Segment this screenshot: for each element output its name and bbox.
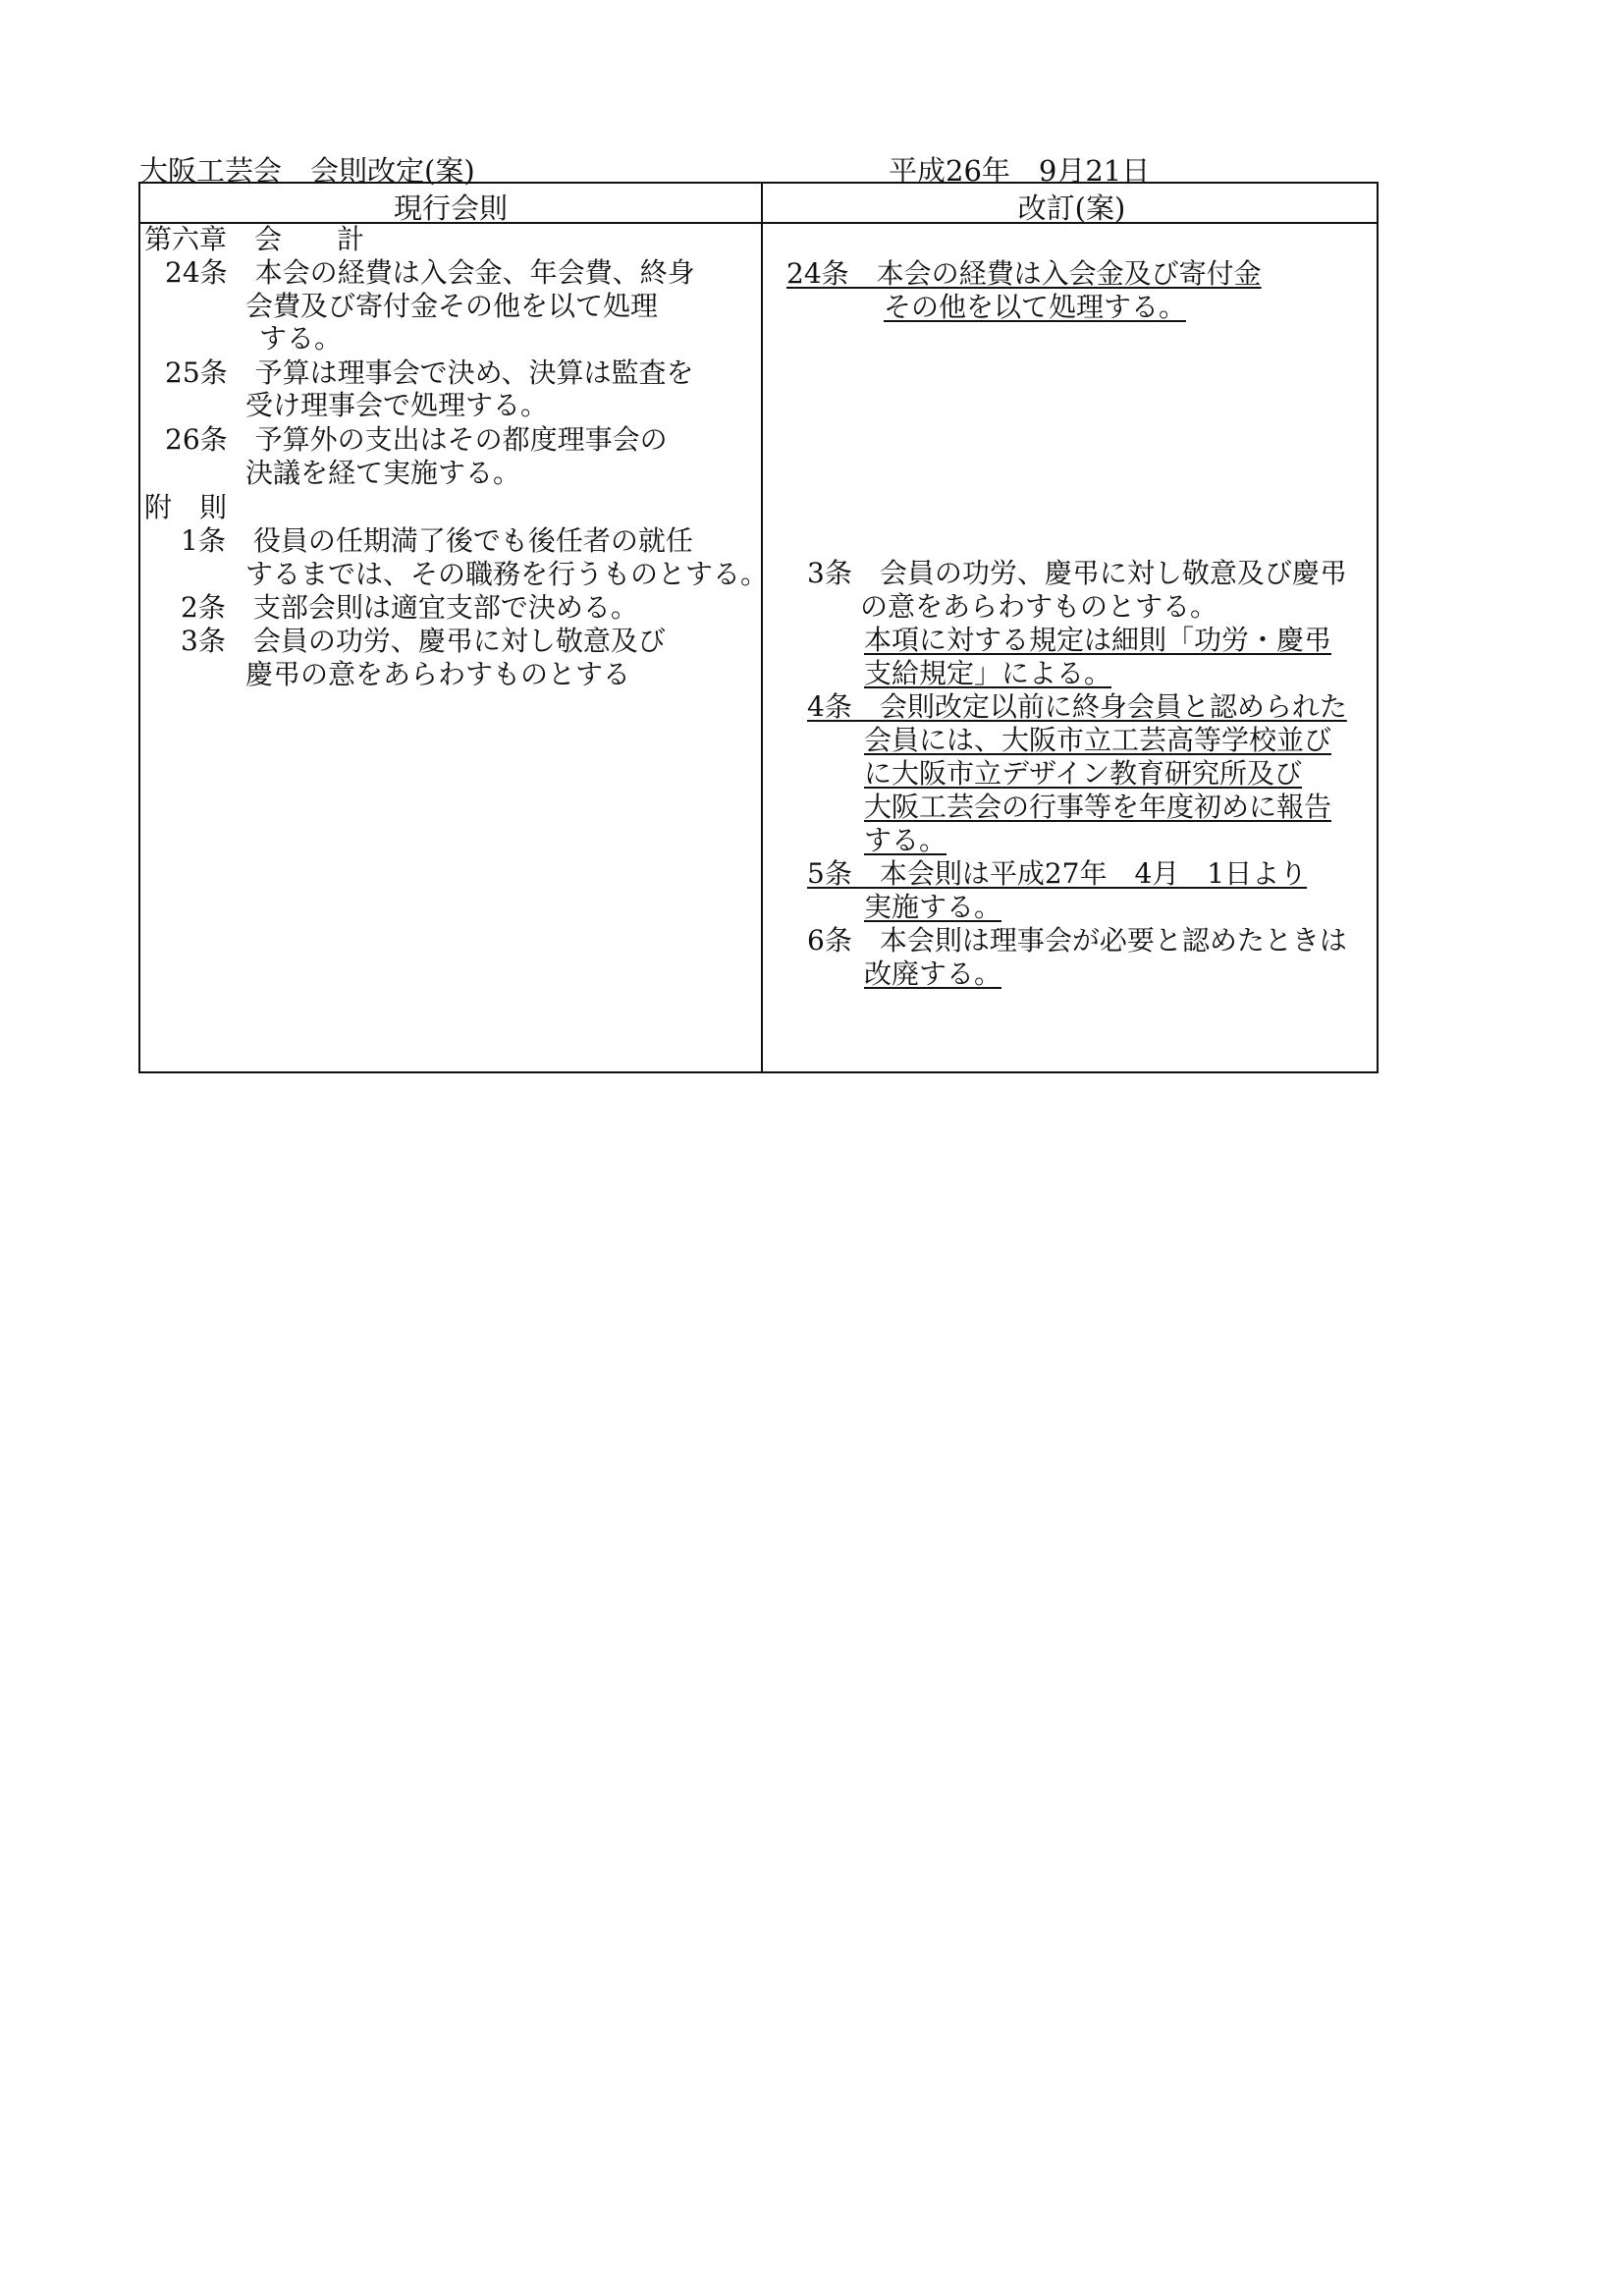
comparison-table <box>138 182 1379 1073</box>
revised-supp-article-3-note: 本項に対する規定は細則「功労・慶弔 <box>864 624 1332 656</box>
current-article-24-cont: 会費及び寄付金その他を以て処理 <box>245 290 659 322</box>
current-supp-article-3: 3条 会員の功労、慶弔に対し敬意及び <box>181 625 666 657</box>
revised-supp-article-4-cont: 大阪工芸会の行事等を年度初めに報告 <box>864 791 1332 823</box>
revised-supp-article-4-cont: する。 <box>864 824 947 856</box>
current-article-26: 26条 予算外の支出はその都度理事会の <box>165 423 668 456</box>
revised-draft-heading: 改訂(案) <box>1017 191 1126 225</box>
current-article-25-cont: 受け理事会で処理する。 <box>245 389 549 421</box>
document-title: 大阪工芸会 会則改定(案) <box>139 154 475 188</box>
column-divider <box>761 184 763 1071</box>
current-article-24: 24条 本会の経費は入会金、年会費、終身 <box>165 256 695 289</box>
document-date: 平成26年 9月21日 <box>889 154 1151 188</box>
revised-supp-article-6: 6条 本会則は理事会が必要と認めたときは <box>807 924 1347 957</box>
revised-supp-article-4-cont: に大阪市立デザイン教育研究所及び <box>864 757 1303 790</box>
current-article-24-cont: する。 <box>259 322 343 355</box>
revised-supp-article-6-cont: 改廃する。 <box>864 957 1002 990</box>
current-supp-article-1: 1条 役員の任期満了後でも後任者の就任 <box>181 524 693 557</box>
revised-supp-article-3-note-cont: 支給規定」による。 <box>864 657 1112 689</box>
supplementary-heading: 附 則 <box>144 491 228 523</box>
revised-article-24: 24条 本会の経費は入会金及び寄付金 <box>786 257 1262 290</box>
revised-article-24-cont: その他を以て処理する。 <box>884 291 1187 323</box>
revised-supp-article-3: 3条 会員の功労、慶弔に対し敬意及び慶弔 <box>807 557 1347 589</box>
revised-supp-article-4: 4条 会則改定以前に終身会員と認められた <box>807 690 1347 723</box>
revised-supp-article-5: 5条 本会則は平成27年 4月 1日より <box>807 857 1308 890</box>
current-supp-article-3-cont: 慶弔の意をあらわすものとする <box>245 658 631 690</box>
current-rules-heading: 現行会則 <box>393 191 508 225</box>
revised-supp-article-5-cont: 実施する。 <box>864 891 1002 923</box>
current-supp-article-1-cont: するまでは、その職務を行うものとする。 <box>245 558 769 590</box>
current-article-26-cont: 決議を経て実施する。 <box>245 457 521 489</box>
revised-supp-article-4-cont: 会員には、大阪市立工芸高等学校並び <box>864 724 1332 756</box>
current-article-25: 25条 予算は理事会で決め、決算は監査を <box>165 356 694 389</box>
current-supp-article-2: 2条 支部会則は適宜支部で決める。 <box>181 591 638 624</box>
chapter-heading: 第六章 会 計 <box>144 223 365 255</box>
revised-supp-article-3-cont: の意をあらわすものとする。 <box>860 590 1218 623</box>
